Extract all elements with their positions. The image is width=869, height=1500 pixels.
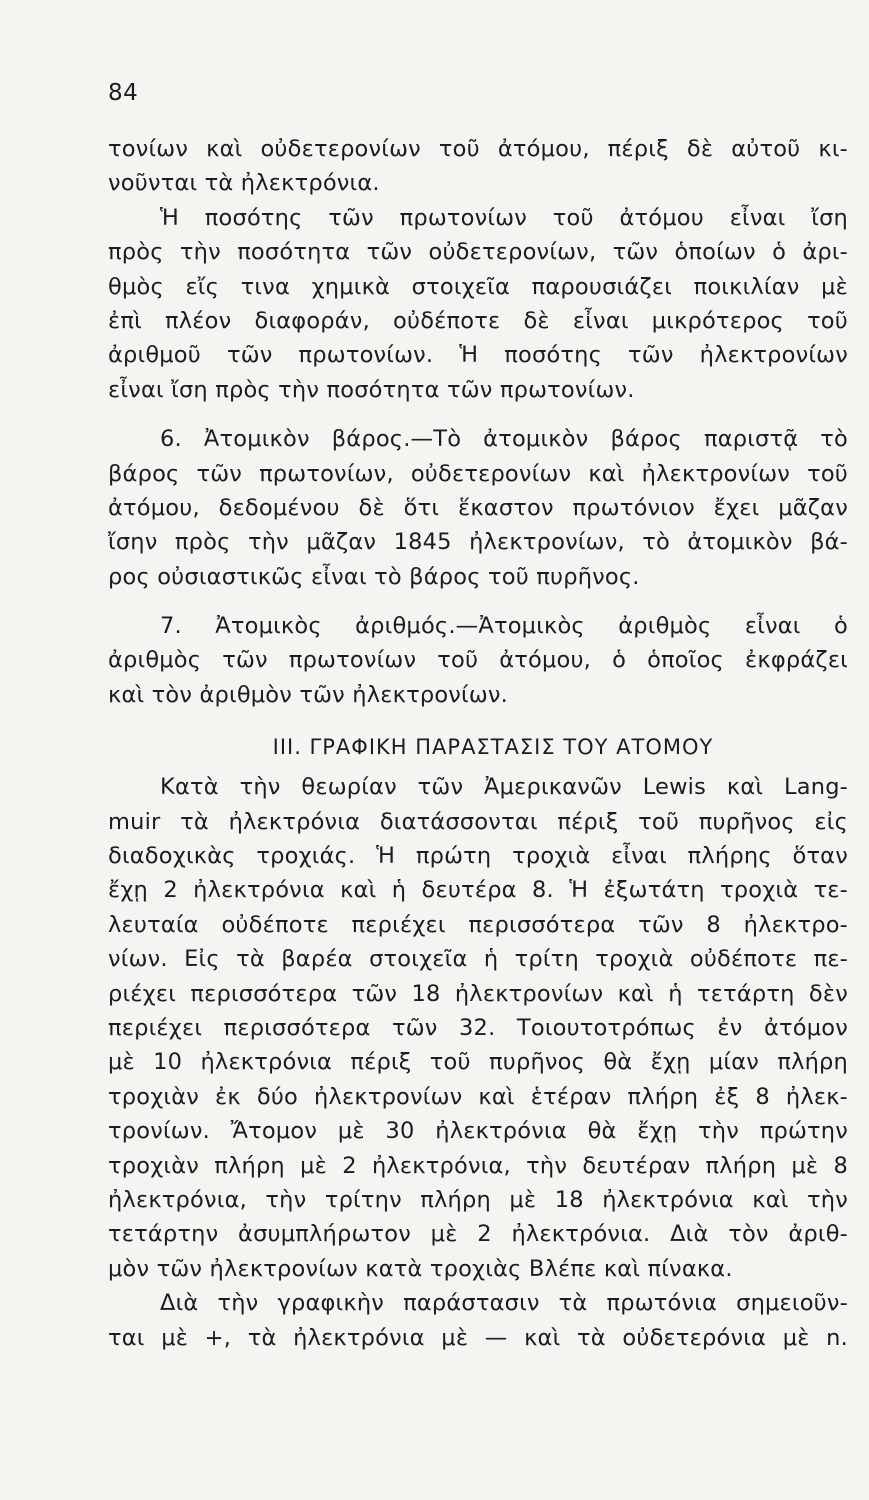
text-line: ἀριθμοῦ τῶν πρωτονίων. Ἡ ποσότης τῶν ἠλεκτρονίων: [108, 342, 848, 369]
paragraph-protons-neutrons: [108, 132, 848, 407]
text-line: ἀριθμὸς τῶν πρωτονίων τοῦ ἀτόμου, ὁ ὁποῖος ἐκφράζει: [108, 647, 848, 674]
text-line: ριέχει περισσότερα τῶν 18 ἠλεκτρονίων καὶ ἡ τετάρτη δὲν: [108, 980, 848, 1007]
text-line: 6. Ἀτομικὸν βάρος.—Τὸ ἀτομικὸν βάρος παριστᾷ τὸ: [160, 426, 848, 453]
text-line: ἠλεκτρόνια, τὴν τρίτην πλήρη μὲ 18 ἠλεκτρόνια καὶ τὴν: [108, 1186, 848, 1213]
text-line: θμὸς εἴς τινα χημικὰ στοιχεῖα παρουσιάζει ποικιλίαν μὲ: [108, 273, 848, 300]
text-line: 7. Ἀτομικὸς ἀριθμός.—Ἀτομικὸς ἀριθμὸς εἶναι ὁ: [160, 613, 848, 640]
text-line: Διὰ τὴν γραφικὴν παράστασιν τὰ πρωτόνια σημειοῦν-: [160, 1290, 848, 1317]
text-line: ρος οὐσιαστικῶς εἶναι τὸ βάρος τοῦ πυρῆνος.: [108, 563, 640, 590]
text-line: τετάρτην ἀσυμπλήρωτον μὲ 2 ἠλεκτρόνια. Διὰ τὸν ἀριθ-: [108, 1221, 848, 1248]
text-line: ται μὲ +, τὰ ἠλεκτρόνια μὲ — καὶ τὰ οὐδετερόνια μὲ n.: [108, 1324, 848, 1351]
text-line: ἔχῃ 2 ἠλεκτρόνια καὶ ἡ δευτέρα 8. Ἡ ἐξωτάτη τροχιὰ τε-: [108, 877, 848, 904]
paragraph-atomic-number: [108, 609, 848, 712]
text-line: Ἡ ποσότης τῶν πρωτονίων τοῦ ἀτόμου εἶναι ἴση: [160, 204, 848, 231]
text-line: τρονίων. Ἄτομον μὲ 30 ἠλεκτρόνια θὰ ἔχῃ τὴν πρώτην: [108, 1118, 848, 1145]
text-line: ἴσην πρὸς τὴν μᾶζαν 1845 ἠλεκτρονίων, τὸ ἀτομικὸν βά-: [108, 529, 848, 556]
text-line: τονίων καὶ οὐδετερονίων τοῦ ἀτόμου, πέριξ δὲ αὐτοῦ κι-: [108, 136, 848, 162]
text-line: ἐπὶ πλέον διαφοράν, οὐδέποτε δὲ εἶναι μικρότερος τοῦ: [108, 307, 848, 334]
text-line: μὲ 10 ἠλεκτρόνια πέριξ τοῦ πυρῆνος θὰ ἔχῃ μίαν πλήρη: [108, 1049, 848, 1076]
paragraph-atomic-weight: [108, 422, 848, 594]
section-heading: III. ΓΡΑΦΙΚΗ ΠΑΡΑΣΤΑΣΙΣ ΤΟΥ ΑΤΟΜΟΥ: [272, 735, 714, 760]
text-line: νίων. Εἰς τὰ βαρέα στοιχεῖα ἡ τρίτη τροχιὰ οὐδέποτε πε-: [108, 946, 848, 973]
text-line: εἶναι ἴση πρὸς τὴν ποσότητα τῶν πρωτονίων.: [108, 376, 635, 403]
text-line: καὶ τὸν ἀριθμὸν τῶν ἠλεκτρονίων.: [108, 681, 509, 708]
text-line: διαδοχικὰς τροχιάς. Ἡ πρώτη τροχιὰ εἶναι πλήρης ὅταν: [108, 843, 848, 870]
text-line: τροχιὰν πλήρη μὲ 2 ἠλεκτρόνια, τὴν δευτέραν πλήρη μὲ 8: [108, 1152, 848, 1179]
text-line: τροχιὰν ἐκ δύο ἠλεκτρονίων καὶ ἑτέραν πλήρη ἐξ 8 ἠλεκ-: [108, 1083, 848, 1110]
text-line: muir τὰ ἠλεκτρόνια διατάσσονται πέριξ τοῦ πυρῆνος εἰς: [108, 808, 848, 835]
text-line: λευταία οὐδέποτε περιέχει περισσότερα τῶν 8 ἠλεκτρο-: [108, 911, 848, 938]
text-line: πρὸς τὴν ποσότητα τῶν οὐδετερονίων, τῶν ὁποίων ὁ ἀρι-: [108, 239, 848, 266]
text-line: ἀτόμου, δεδομένου δὲ ὅτι ἕκαστον πρωτόνιον ἔχει μᾶζαν: [108, 494, 848, 521]
text-line: μὸν τῶν ἠλεκτρονίων κατὰ τροχιὰς Βλέπε καὶ πίνακα.: [108, 1255, 733, 1282]
page-number: 84: [108, 80, 139, 106]
page-text: [108, 132, 848, 1355]
text-line: βάρος τῶν πρωτονίων, οὐδετερονίων καὶ ἠλεκτρονίων τοῦ: [108, 460, 848, 487]
paragraph-graphic-representation: [108, 770, 848, 1355]
text-line: νοῦνται τὰ ἠλεκτρόνια.: [108, 170, 380, 197]
text-line: Κατὰ τὴν θεωρίαν τῶν Ἀμερικανῶν Lewis καὶ Lang-: [160, 774, 848, 801]
text-line: περιέχει περισσότερα τῶν 32. Τοιουτοτρόπως ἐν ἀτόμον: [108, 1014, 848, 1041]
